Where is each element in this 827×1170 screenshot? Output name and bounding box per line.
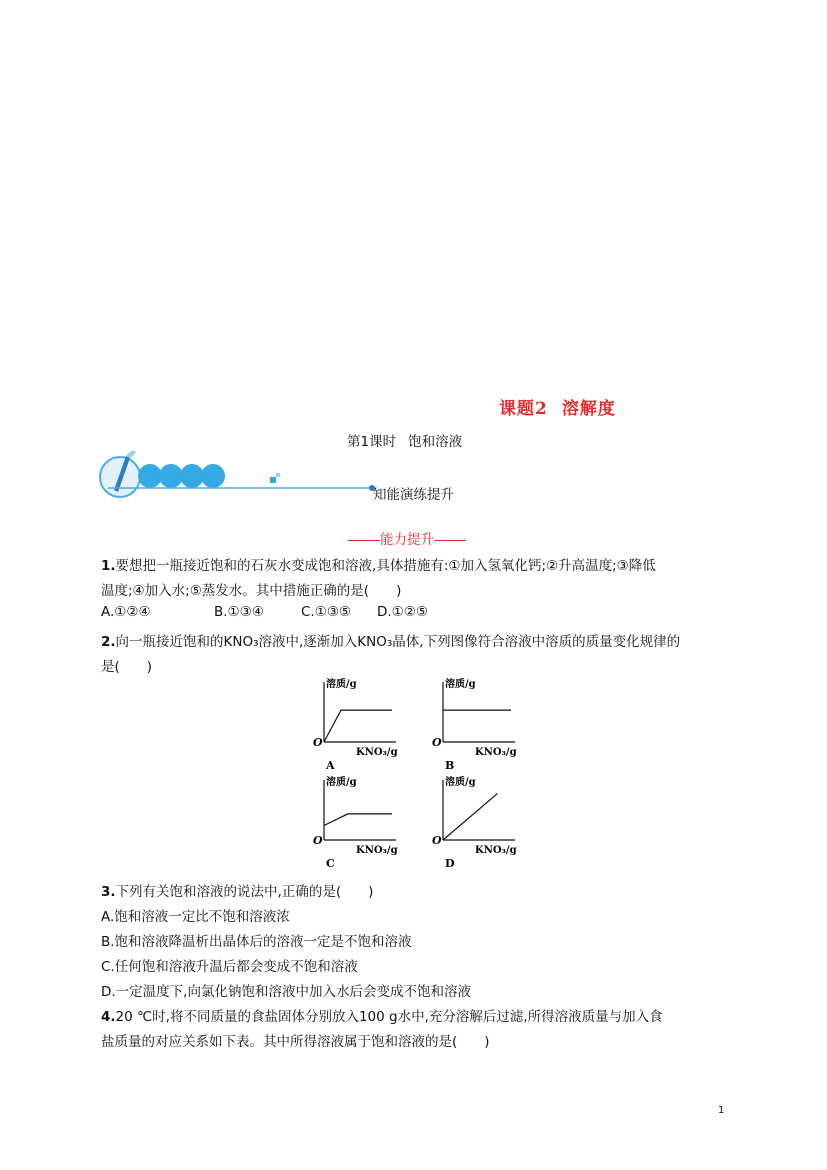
x-axis-label: KNO₃/g <box>356 845 398 856</box>
y-axis-label: 溶质/g <box>445 777 476 788</box>
x-axis-label: KNO₃/g <box>475 845 517 856</box>
q4-line2: 盐质量的对应关系如下表。其中所得溶液属于饱和溶液的是( ) <box>101 1034 490 1050</box>
banner-dot-1 <box>138 464 162 488</box>
chart-c <box>308 774 408 874</box>
q3-stem-text: 下列有关饱和溶液的说法中,正确的是( ) <box>115 884 374 900</box>
origin-label: O <box>432 834 442 847</box>
section-line-right <box>434 540 466 541</box>
chart-label: C <box>326 857 335 870</box>
lesson-title <box>499 394 616 419</box>
section-header <box>348 528 466 548</box>
q1-number: 1. <box>101 558 116 574</box>
q1-option-a: A.①②④ <box>101 604 151 620</box>
q2-number: 2. <box>101 634 116 650</box>
banner-dot-2 <box>159 464 183 488</box>
q1-option-d: D.①②⑤ <box>377 604 428 620</box>
q3-option-c: C.任何饱和溶液升温后都会变成不饱和溶液 <box>101 959 358 975</box>
origin-label: O <box>313 736 323 749</box>
lesson-subtitle <box>347 430 462 450</box>
q1-line2: 温度;④加入水;⑤蒸发水。其中措施正确的是( ) <box>101 583 402 599</box>
banner-graphic <box>96 448 386 500</box>
y-axis-label: 溶质/g <box>445 679 476 690</box>
section-title: 能力提升 <box>380 532 434 548</box>
x-axis-label: KNO₃/g <box>475 747 517 758</box>
banner-dot-4 <box>201 464 225 488</box>
x-axis-label: KNO₃/g <box>356 747 398 758</box>
chart-b <box>427 676 527 776</box>
series-line-0 <box>324 710 392 742</box>
q1-option-b: B.①③④ <box>214 604 264 620</box>
q4-number: 4. <box>101 1009 116 1025</box>
q3-number: 3. <box>101 884 116 900</box>
section-line-left <box>348 540 380 541</box>
q1-stem-1: 要想把一瓶接近饱和的石灰水变成饱和溶液,具体措施有:①加入氢氧化钙;②升高温度;③降低 <box>115 558 656 574</box>
q2-line1 <box>101 630 680 650</box>
lesson-title-right: 溶解度 <box>561 399 616 419</box>
banner-text: 知能演练提升 <box>373 487 454 503</box>
origin-label: O <box>432 736 442 749</box>
subtitle-left: 第1课时 <box>347 434 397 450</box>
y-axis-label: 溶质/g <box>326 777 357 788</box>
q1-options <box>101 604 428 620</box>
page-number: 1 <box>718 1105 725 1116</box>
series-line-0 <box>443 794 497 840</box>
banner-dot-3 <box>180 464 204 488</box>
lesson-title-left: 课题2 <box>499 399 548 419</box>
q1-line1 <box>101 554 656 574</box>
chart-a <box>308 676 408 776</box>
chart-label: D <box>445 857 455 870</box>
subtitle-right: 饱和溶液 <box>408 434 463 450</box>
q3-option-a: A.饱和溶液一定比不饱和溶液浓 <box>101 909 290 925</box>
banner-square-icon <box>270 477 276 483</box>
q4-line1 <box>101 1005 663 1025</box>
brush-logo-icon <box>100 451 140 497</box>
q1-option-c: C.①③⑤ <box>301 604 352 620</box>
q3-option-d: D.一定温度下,向氯化钠饱和溶液中加入水后会变成不饱和溶液 <box>101 984 471 1000</box>
chart-label: A <box>326 759 335 772</box>
q3-option-b: B.饱和溶液降温析出晶体后的溶液一定是不饱和溶液 <box>101 934 412 950</box>
series-line-0 <box>324 814 392 826</box>
y-axis-label: 溶质/g <box>326 679 357 690</box>
chart-label: B <box>445 759 455 772</box>
q4-stem-1: 20 ℃时,将不同质量的食盐固体分别放入100 g水中,充分溶解后过滤,所得溶液质量与加入食 <box>115 1009 663 1025</box>
q2-line2: 是( ) <box>101 659 153 675</box>
q2-stem-1: 向一瓶接近饱和的KNO₃溶液中,逐渐加入KNO₃晶体,下列图像符合溶液中溶质的质量变化规律的 <box>115 634 681 650</box>
q3-stem <box>101 880 373 900</box>
chart-d <box>427 774 527 874</box>
origin-label: O <box>313 834 323 847</box>
